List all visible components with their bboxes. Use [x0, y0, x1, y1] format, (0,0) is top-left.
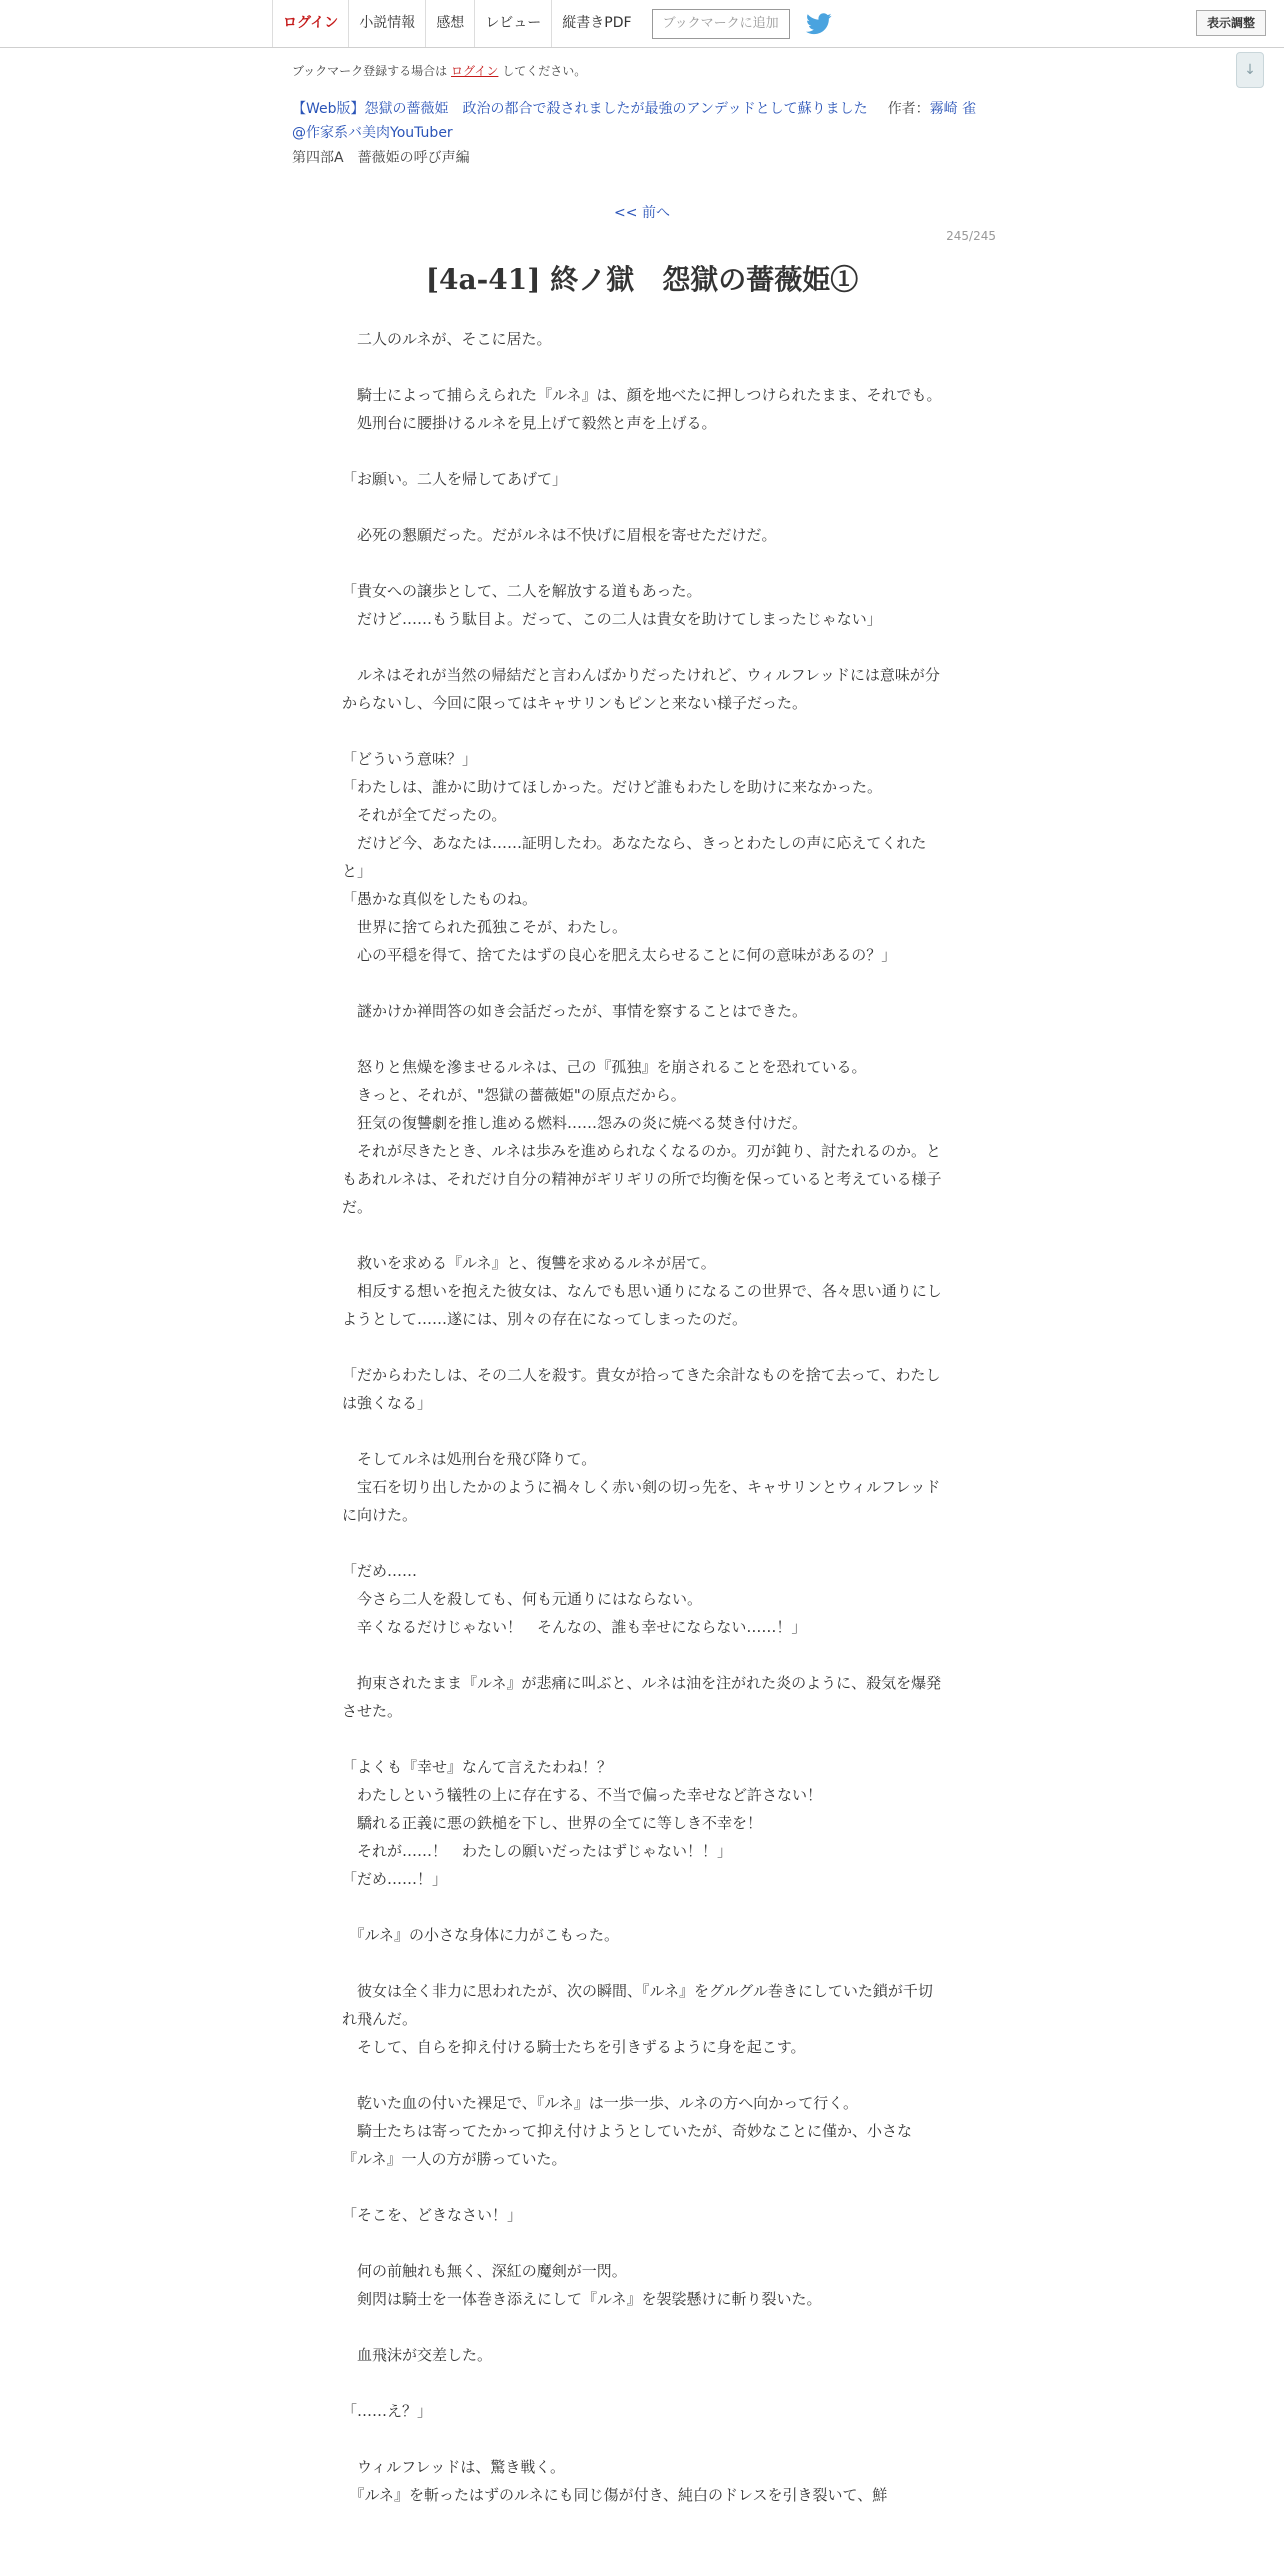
body-paragraph: 「お願い。二人を帰してあげて」 — [342, 470, 568, 488]
nav-links — [272, 0, 832, 47]
body-paragraph — [342, 1641, 942, 1669]
body-paragraph: 処刑台に腰掛けるルネを見上げて毅然と声を上げる。 — [342, 414, 717, 432]
body-paragraph: 彼女は全く非力に思われたが、次の瞬間、『ルネ』をグルグル巻きにしていた鎖が千切れ飛んだ。 — [342, 1982, 933, 2028]
body-paragraph: だけど……もう駄目よ。だって、この二人は貴女を助けてしまったじゃない」 — [342, 610, 882, 628]
body-paragraph — [342, 1417, 942, 1445]
novel-body — [342, 325, 942, 2509]
body-paragraph — [342, 353, 942, 381]
down-arrow-icon: ↓ — [1244, 62, 1256, 78]
body-paragraph — [342, 1893, 942, 1921]
body-paragraph — [342, 2173, 942, 2201]
body-paragraph — [342, 1725, 942, 1753]
body-paragraph: わたしという犠牲の上に存在する、不当で偏った幸せなど許さない！ — [342, 1786, 823, 1804]
body-paragraph: 「わたしは、誰かに助けてほしかった。だけど誰もわたしを助けに来なかった。 — [342, 778, 883, 796]
prev-page-link[interactable]: << 前へ — [614, 205, 670, 221]
body-paragraph — [342, 437, 942, 465]
body-paragraph — [342, 969, 942, 997]
body-paragraph: 宝石を切り出したかのように禍々しく赤い剣の切っ先を、キャサリンとウィルフレッドに向けた。 — [342, 1478, 941, 1524]
body-paragraph: 驕れる正義に悪の鉄槌を下し、世界の全てに等しき不幸を！ — [342, 1814, 763, 1832]
author-label: 作者： — [887, 101, 930, 117]
body-paragraph: 怒りと焦燥を滲ませるルネは、己の『孤独』を崩されることを恐れている。 — [342, 1058, 867, 1076]
body-paragraph: 剣閃は騎士を一体巻き添えにして『ルネ』を袈裟懸けに斬り裂いた。 — [342, 2290, 822, 2308]
nav-review-link[interactable]: レビュー — [474, 0, 551, 47]
body-paragraph — [342, 1333, 942, 1361]
body-paragraph: 「……え？」 — [342, 2402, 433, 2420]
body-paragraph: 何の前触れも無く、深紅の魔剣が一閃。 — [342, 2262, 627, 2280]
body-paragraph: 「だからわたしは、その二人を殺す。貴女が拾ってきた余計なものを捨て去って、わたしは強くなる」 — [342, 1366, 941, 1412]
body-paragraph: それが尽きたとき、ルネは歩みを進められなくなるのか。刃が鈍り、討たれるのか。ともあれルネは、それだけ自分の精神がギリギリの所で均衡を保っていると考えている様子だ。 — [342, 1142, 942, 1216]
body-paragraph — [342, 1529, 942, 1557]
novel-title-link[interactable]: 【Web版】怨獄の薔薇姫 政治の都合で殺されましたが最強のアンデッドとして蘇りました — [292, 101, 868, 117]
body-paragraph: ルネはそれが当然の帰結だと言わんばかりだったけれど、ウィルフレッドには意味が分からないし、今回に限ってはキャサリンもピンと来ない様子だった。 — [342, 666, 940, 712]
body-paragraph: 狂気の復讐劇を推し進める燃料……怨みの炎に焼べる焚き付けだ。 — [342, 1114, 808, 1132]
twitter-bird-icon[interactable] — [806, 13, 832, 35]
body-paragraph — [342, 1221, 942, 1249]
body-paragraph: 辛くなるだけじゃない！ そんなの、誰も幸せにならない……！」 — [342, 1618, 807, 1636]
body-paragraph: 世界に捨てられた孤独こそが、わたし。 — [342, 918, 628, 936]
body-paragraph: きっと、それが、"怨獄の薔薇姫"の原点だから。 — [342, 1086, 686, 1104]
body-paragraph — [342, 2229, 942, 2257]
nav-novel-info-link[interactable]: 小説情報 — [348, 0, 425, 47]
body-paragraph: 騎士によって捕らえられた『ルネ』は、顔を地べたに押しつけられたまま、それでも。 — [342, 386, 942, 404]
body-paragraph: 『ルネ』を斬ったはずのルネにも同じ傷が付き、純白のドレスを引き裂いて、鮮 — [342, 2486, 888, 2504]
body-paragraph: 乾いた血の付いた裸足で、『ルネ』は一歩一歩、ルネの方へ向かって行く。 — [342, 2094, 859, 2112]
scroll-down-button[interactable] — [1236, 52, 1264, 88]
body-paragraph: 「そこを、どきなさい！」 — [342, 2206, 523, 2224]
body-paragraph: 必死の懇願だった。だがルネは不快げに眉根を寄せただけだ。 — [342, 526, 777, 544]
body-paragraph: 謎かけか禅問答の如き会話だったが、事情を察することはできた。 — [342, 1002, 808, 1020]
body-paragraph — [342, 2425, 942, 2453]
body-paragraph — [342, 2313, 942, 2341]
body-paragraph: ウィルフレッドは、驚き戦く。 — [342, 2458, 566, 2476]
nav-vertical-pdf-link[interactable]: 縦書きPDF — [551, 0, 641, 47]
bookmark-add-button[interactable]: ブックマークに追加 — [652, 9, 790, 39]
body-paragraph: 「愚かな真似をしたものね。 — [342, 890, 538, 908]
body-paragraph: 救いを求める『ルネ』と、復讐を求めるルネが居て。 — [342, 1254, 716, 1272]
display-settings-button[interactable]: 表示調整 — [1196, 10, 1266, 36]
body-paragraph: 騎士たちは寄ってたかって抑え付けようとしていたが、奇妙なことに僅か、小さな『ルネ』一人の方が勝っていた。 — [342, 2122, 913, 2168]
top-navigation-bar — [0, 0, 1284, 48]
novel-title-line — [292, 97, 1012, 145]
author-name-link[interactable]: 霧崎 雀 — [929, 101, 977, 117]
body-paragraph — [342, 2061, 942, 2089]
novel-header — [292, 62, 1012, 167]
nav-impressions-link[interactable]: 感想 — [425, 0, 474, 47]
body-paragraph — [342, 2369, 942, 2397]
nav-login-link[interactable]: ログイン — [272, 0, 348, 47]
body-paragraph — [342, 1025, 942, 1053]
body-paragraph: それが全てだったの。 — [342, 806, 507, 824]
body-paragraph — [342, 1949, 942, 1977]
body-paragraph: それが……！ わたしの願いだったはずじゃない！！」 — [342, 1842, 733, 1860]
body-paragraph: 「どういう意味？」 — [342, 750, 478, 768]
episode-title: [4a-41] 終ノ獄 怨獄の薔薇姫① — [425, 263, 859, 296]
page-number: 245/245 — [946, 229, 996, 243]
body-paragraph: だけど今、あなたは……証明したわ。あなたなら、きっとわたしの声に応えてくれたと」 — [342, 834, 927, 880]
body-paragraph: そして、自らを抑え付ける騎士たちを引きずるように身を起こす。 — [342, 2038, 806, 2056]
body-paragraph — [342, 493, 942, 521]
body-paragraph — [342, 717, 942, 745]
body-paragraph: 今さら二人を殺しても、何も元通りにはならない。 — [342, 1590, 703, 1608]
body-paragraph: 「だめ…… — [342, 1562, 418, 1580]
body-paragraph — [342, 549, 942, 577]
body-paragraph: 『ルネ』の小さな身体に力がこもった。 — [342, 1926, 620, 1944]
body-paragraph — [342, 633, 942, 661]
login-note-link[interactable]: ログイン — [451, 64, 499, 78]
body-paragraph: 二人のルネが、そこに居た。 — [342, 330, 552, 348]
body-paragraph: 相反する想いを抱えた彼女は、なんでも思い通りになるこの世界で、各々思い通りにしようとして……遂には、別々の存在になってしまったのだ。 — [342, 1282, 942, 1328]
login-note: ブックマーク登録する場合は ログイン してください。 — [292, 64, 587, 78]
body-paragraph: 「よくも『幸せ』なんて言えたわね！？ — [342, 1758, 613, 1776]
chapter-title: 第四部A 薔薇姫の呼び声編 — [292, 150, 470, 166]
body-paragraph: 拘束されたまま『ルネ』が悲痛に叫ぶと、ルネは油を注がれた炎のように、殺気を爆発させた。 — [342, 1674, 942, 1720]
body-paragraph: そしてルネは処刑台を飛び降りて。 — [342, 1450, 597, 1468]
body-paragraph: 「貴女への譲歩として、二人を解放する道もあった。 — [342, 582, 702, 600]
author-channel-link[interactable]: @作家系バ美肉YouTuber — [292, 125, 453, 141]
body-paragraph: 血飛沫が交差した。 — [342, 2346, 493, 2364]
body-paragraph: 心の平穏を得て、捨てたはずの良心を肥え太らせることに何の意味があるの？」 — [342, 946, 897, 964]
body-paragraph: 「だめ……！」 — [342, 1870, 448, 1888]
